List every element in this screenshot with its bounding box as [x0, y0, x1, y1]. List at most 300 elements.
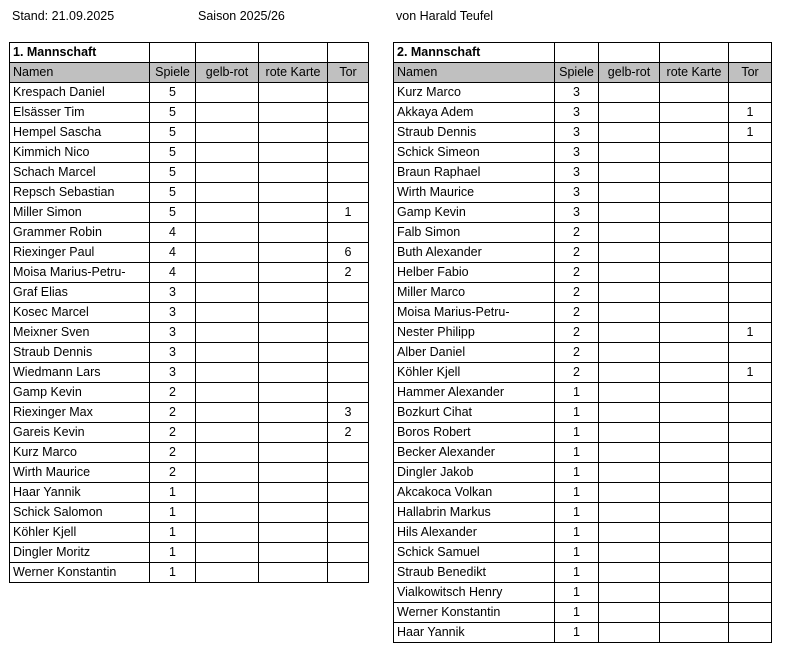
rote-karte-cell [259, 123, 328, 143]
name-cell: Schick Simeon [394, 143, 555, 163]
table-row [10, 143, 369, 163]
spiele-cell: 1 [555, 443, 599, 463]
gelb-rot-cell [599, 243, 660, 263]
spiele-cell: 1 [150, 503, 196, 523]
rote-karte-cell [259, 203, 328, 223]
spiele-cell: 5 [150, 83, 196, 103]
column-header-rote-karte: rote Karte [259, 63, 328, 83]
rote-karte-cell [259, 323, 328, 343]
gelb-rot-cell [599, 183, 660, 203]
name-cell: Elsässer Tim [10, 103, 150, 123]
name-cell: Bozkurt Cihat [394, 403, 555, 423]
rote-karte-cell [259, 363, 328, 383]
spiele-cell: 1 [555, 503, 599, 523]
spiele-cell: 1 [555, 543, 599, 563]
tor-cell [729, 563, 772, 583]
table-row [10, 443, 369, 463]
name-cell: Köhler Kjell [394, 363, 555, 383]
spiele-cell: 2 [555, 303, 599, 323]
name-cell: Straub Benedikt [394, 563, 555, 583]
spiele-cell: 5 [150, 163, 196, 183]
tor-cell [729, 383, 772, 403]
table-row [10, 483, 369, 503]
tor-cell: 1 [729, 123, 772, 143]
tor-cell [729, 463, 772, 483]
rote-karte-cell [259, 443, 328, 463]
tor-cell [729, 83, 772, 103]
name-cell: Schach Marcel [10, 163, 150, 183]
spiele-cell: 2 [555, 363, 599, 383]
spiele-cell: 2 [150, 403, 196, 423]
gelb-rot-cell [599, 143, 660, 163]
tor-cell [729, 303, 772, 323]
rote-karte-cell [660, 323, 729, 343]
rote-karte-cell [660, 343, 729, 363]
table-row [394, 543, 772, 563]
tor-cell: 3 [328, 403, 369, 423]
name-cell: Becker Alexander [394, 443, 555, 463]
rote-karte-cell [259, 303, 328, 323]
rote-karte-cell [259, 283, 328, 303]
team1-title: 1. Mannschaft [10, 43, 150, 63]
spiele-cell: 3 [555, 123, 599, 143]
name-cell: Haar Yannik [394, 623, 555, 643]
tor-cell: 1 [729, 323, 772, 343]
gelb-rot-cell [196, 203, 259, 223]
gelb-rot-cell [599, 223, 660, 243]
gelb-rot-cell [196, 143, 259, 163]
gelb-rot-cell [599, 363, 660, 383]
name-cell: Hammer Alexander [394, 383, 555, 403]
name-cell: Buth Alexander [394, 243, 555, 263]
gelb-rot-cell [599, 463, 660, 483]
rote-karte-cell [660, 263, 729, 283]
gelb-rot-cell [599, 623, 660, 643]
gelb-rot-cell [599, 103, 660, 123]
spiele-cell: 1 [150, 483, 196, 503]
table-row [10, 123, 369, 143]
name-cell: Straub Dennis [394, 123, 555, 143]
gelb-rot-cell [599, 603, 660, 623]
rote-karte-cell [660, 563, 729, 583]
table-row [10, 263, 369, 283]
table-row [394, 83, 772, 103]
tor-cell [729, 483, 772, 503]
tor-cell [729, 503, 772, 523]
tor-cell: 2 [328, 263, 369, 283]
gelb-rot-cell [599, 343, 660, 363]
tor-cell [729, 243, 772, 263]
column-header-tor: Tor [328, 63, 369, 83]
spiele-cell: 3 [150, 283, 196, 303]
name-cell: Kosec Marcel [10, 303, 150, 323]
name-cell: Moisa Marius-Petru- [10, 263, 150, 283]
spiele-cell: 3 [150, 363, 196, 383]
spiele-cell: 2 [150, 443, 196, 463]
table-row [394, 243, 772, 263]
tor-cell [328, 443, 369, 463]
rote-karte-cell [660, 303, 729, 323]
name-cell: Kurz Marco [10, 443, 150, 463]
gelb-rot-cell [196, 343, 259, 363]
table-row [394, 403, 772, 423]
name-cell: Boros Robert [394, 423, 555, 443]
name-cell: Köhler Kjell [10, 523, 150, 543]
empty-cell [328, 43, 369, 63]
tor-cell [328, 483, 369, 503]
name-cell: Vialkowitsch Henry [394, 583, 555, 603]
stand-date: Stand: 21.09.2025 [12, 9, 115, 23]
tor-cell [328, 523, 369, 543]
table-row [10, 203, 369, 223]
tor-cell: 1 [729, 103, 772, 123]
table-row [394, 163, 772, 183]
name-cell: Hils Alexander [394, 523, 555, 543]
table-row [10, 523, 369, 543]
name-cell: Repsch Sebastian [10, 183, 150, 203]
gelb-rot-cell [599, 323, 660, 343]
table-row [394, 443, 772, 463]
rote-karte-cell [259, 343, 328, 363]
name-cell: Graf Elias [10, 283, 150, 303]
gelb-rot-cell [599, 383, 660, 403]
table-row [394, 223, 772, 243]
spiele-cell: 1 [150, 523, 196, 543]
spiele-cell: 3 [555, 103, 599, 123]
tor-cell [328, 163, 369, 183]
table-row [10, 243, 369, 263]
tor-cell [328, 343, 369, 363]
rote-karte-cell [660, 123, 729, 143]
rote-karte-cell [259, 483, 328, 503]
tor-cell [729, 543, 772, 563]
table-row [394, 183, 772, 203]
spiele-cell: 1 [555, 463, 599, 483]
rote-karte-cell [259, 503, 328, 523]
gelb-rot-cell [196, 443, 259, 463]
spiele-cell: 2 [555, 343, 599, 363]
rote-karte-cell [660, 623, 729, 643]
gelb-rot-cell [196, 523, 259, 543]
spiele-cell: 3 [150, 323, 196, 343]
spiele-cell: 2 [150, 463, 196, 483]
spiele-cell: 3 [555, 163, 599, 183]
rote-karte-cell [660, 483, 729, 503]
spiele-cell: 3 [150, 343, 196, 363]
rote-karte-cell [660, 523, 729, 543]
tor-cell [729, 183, 772, 203]
name-cell: Wiedmann Lars [10, 363, 150, 383]
name-cell: Moisa Marius-Petru- [394, 303, 555, 323]
table-row [10, 363, 369, 383]
table-row [10, 423, 369, 443]
column-header-name: Namen [10, 63, 150, 83]
tor-cell [328, 383, 369, 403]
tor-cell: 2 [328, 423, 369, 443]
gelb-rot-cell [196, 503, 259, 523]
rote-karte-cell [660, 163, 729, 183]
spiele-cell: 1 [555, 403, 599, 423]
rote-karte-cell [660, 403, 729, 423]
table-row [10, 223, 369, 243]
tor-cell [328, 123, 369, 143]
rote-karte-cell [259, 263, 328, 283]
tor-cell [729, 603, 772, 623]
tor-cell [729, 423, 772, 443]
spiele-cell: 1 [555, 583, 599, 603]
tor-cell [328, 543, 369, 563]
tor-cell [328, 103, 369, 123]
rote-karte-cell [660, 463, 729, 483]
name-cell: Alber Daniel [394, 343, 555, 363]
name-cell: Schick Salomon [10, 503, 150, 523]
rote-karte-cell [259, 403, 328, 423]
table-row [394, 343, 772, 363]
table-row [394, 483, 772, 503]
empty-cell [555, 43, 599, 63]
team2-column-header-row [394, 63, 772, 83]
gelb-rot-cell [196, 163, 259, 183]
rote-karte-cell [660, 223, 729, 243]
name-cell: Krespach Daniel [10, 83, 150, 103]
table-row [394, 423, 772, 443]
name-cell: Schick Samuel [394, 543, 555, 563]
spiele-cell: 4 [150, 263, 196, 283]
gelb-rot-cell [196, 83, 259, 103]
gelb-rot-cell [599, 523, 660, 543]
rote-karte-cell [259, 83, 328, 103]
spiele-cell: 5 [150, 123, 196, 143]
gelb-rot-cell [196, 483, 259, 503]
rote-karte-cell [259, 563, 328, 583]
spiele-cell: 2 [150, 383, 196, 403]
author-label: von Harald Teufel [396, 9, 494, 23]
tor-cell [328, 303, 369, 323]
tor-cell: 1 [328, 203, 369, 223]
spiele-cell: 3 [555, 143, 599, 163]
tor-cell [328, 563, 369, 583]
table-row [394, 563, 772, 583]
rote-karte-cell [660, 543, 729, 563]
gelb-rot-cell [196, 243, 259, 263]
table-row [394, 603, 772, 623]
rote-karte-cell [660, 443, 729, 463]
empty-cell [660, 43, 729, 63]
name-cell: Hempel Sascha [10, 123, 150, 143]
spiele-cell: 2 [555, 243, 599, 263]
name-cell: Straub Dennis [10, 343, 150, 363]
name-cell: Gamp Kevin [394, 203, 555, 223]
tor-cell [328, 83, 369, 103]
gelb-rot-cell [599, 403, 660, 423]
gelb-rot-cell [196, 423, 259, 443]
name-cell: Gareis Kevin [10, 423, 150, 443]
name-cell: Werner Konstantin [394, 603, 555, 623]
spiele-cell: 4 [150, 243, 196, 263]
rote-karte-cell [259, 143, 328, 163]
name-cell: Kimmich Nico [10, 143, 150, 163]
tor-cell [328, 323, 369, 343]
team2-table [393, 42, 772, 643]
gelb-rot-cell [196, 283, 259, 303]
table-row [394, 503, 772, 523]
table-row [10, 103, 369, 123]
rote-karte-cell [660, 203, 729, 223]
gelb-rot-cell [196, 543, 259, 563]
table-row [10, 323, 369, 343]
tor-cell: 6 [328, 243, 369, 263]
rote-karte-cell [259, 243, 328, 263]
name-cell: Braun Raphael [394, 163, 555, 183]
table-row [10, 183, 369, 203]
rote-karte-cell [660, 283, 729, 303]
rote-karte-cell [660, 583, 729, 603]
gelb-rot-cell [599, 443, 660, 463]
name-cell: Hallabrin Markus [394, 503, 555, 523]
spiele-cell: 1 [555, 563, 599, 583]
rote-karte-cell [259, 423, 328, 443]
gelb-rot-cell [599, 123, 660, 143]
gelb-rot-cell [599, 563, 660, 583]
rote-karte-cell [660, 143, 729, 163]
tor-cell [729, 223, 772, 243]
table-row [394, 583, 772, 603]
name-cell: Haar Yannik [10, 483, 150, 503]
tor-cell [729, 623, 772, 643]
name-cell: Werner Konstantin [10, 563, 150, 583]
spiele-cell: 2 [555, 323, 599, 343]
gelb-rot-cell [599, 263, 660, 283]
gelb-rot-cell [599, 203, 660, 223]
column-header-gelb-rot: gelb-rot [196, 63, 259, 83]
gelb-rot-cell [599, 283, 660, 303]
rote-karte-cell [259, 383, 328, 403]
spiele-cell: 5 [150, 203, 196, 223]
tor-cell [729, 403, 772, 423]
gelb-rot-cell [196, 303, 259, 323]
tor-cell [729, 143, 772, 163]
table-row [394, 463, 772, 483]
rote-karte-cell [259, 103, 328, 123]
team1-title-row [10, 43, 369, 63]
empty-cell [196, 43, 259, 63]
gelb-rot-cell [196, 223, 259, 243]
gelb-rot-cell [196, 183, 259, 203]
column-header-tor: Tor [729, 63, 772, 83]
column-header-spiele: Spiele [555, 63, 599, 83]
column-header-spiele: Spiele [150, 63, 196, 83]
table-row [394, 383, 772, 403]
table-row [394, 203, 772, 223]
rote-karte-cell [259, 183, 328, 203]
spiele-cell: 3 [555, 83, 599, 103]
name-cell: Wirth Maurice [394, 183, 555, 203]
spiele-cell: 5 [150, 103, 196, 123]
team2-title-row [394, 43, 772, 63]
table-row [10, 383, 369, 403]
rote-karte-cell [660, 383, 729, 403]
spiele-cell: 1 [555, 523, 599, 543]
spiele-cell: 2 [555, 263, 599, 283]
gelb-rot-cell [599, 163, 660, 183]
tor-cell [328, 363, 369, 383]
table-row [394, 523, 772, 543]
spiele-cell: 1 [555, 623, 599, 643]
table-row [394, 123, 772, 143]
rote-karte-cell [660, 363, 729, 383]
name-cell: Riexinger Paul [10, 243, 150, 263]
rote-karte-cell [660, 183, 729, 203]
table-row [394, 283, 772, 303]
rote-karte-cell [660, 423, 729, 443]
table-row [10, 543, 369, 563]
table-row [394, 103, 772, 123]
spiele-cell: 1 [150, 543, 196, 563]
spiele-cell: 3 [555, 203, 599, 223]
gelb-rot-cell [196, 103, 259, 123]
table-row [394, 143, 772, 163]
gelb-rot-cell [196, 323, 259, 343]
empty-cell [150, 43, 196, 63]
tor-cell [328, 223, 369, 243]
table-row [10, 563, 369, 583]
table-row [10, 463, 369, 483]
name-cell: Nester Philipp [394, 323, 555, 343]
spiele-cell: 2 [150, 423, 196, 443]
table-row [10, 163, 369, 183]
name-cell: Falb Simon [394, 223, 555, 243]
tor-cell [729, 583, 772, 603]
name-cell: Grammer Robin [10, 223, 150, 243]
name-cell: Miller Marco [394, 283, 555, 303]
gelb-rot-cell [196, 463, 259, 483]
tor-cell [328, 143, 369, 163]
tor-cell [328, 503, 369, 523]
empty-cell [599, 43, 660, 63]
spiele-cell: 5 [150, 143, 196, 163]
column-header-rote-karte: rote Karte [660, 63, 729, 83]
gelb-rot-cell [196, 263, 259, 283]
gelb-rot-cell [599, 303, 660, 323]
table-row [394, 263, 772, 283]
table-row [10, 303, 369, 323]
table-row [394, 363, 772, 383]
table-row [394, 303, 772, 323]
rote-karte-cell [259, 463, 328, 483]
name-cell: Akkaya Adem [394, 103, 555, 123]
rote-karte-cell [259, 163, 328, 183]
tor-cell [729, 523, 772, 543]
name-cell: Helber Fabio [394, 263, 555, 283]
gelb-rot-cell [196, 383, 259, 403]
table-row [10, 83, 369, 103]
column-header-gelb-rot: gelb-rot [599, 63, 660, 83]
table-row [10, 403, 369, 423]
name-cell: Miller Simon [10, 203, 150, 223]
gelb-rot-cell [196, 123, 259, 143]
gelb-rot-cell [196, 363, 259, 383]
table-row [10, 343, 369, 363]
tor-cell [729, 163, 772, 183]
spiele-cell: 2 [555, 223, 599, 243]
spiele-cell: 4 [150, 223, 196, 243]
spiele-cell: 2 [555, 283, 599, 303]
gelb-rot-cell [599, 483, 660, 503]
rote-karte-cell [660, 243, 729, 263]
spiele-cell: 1 [555, 603, 599, 623]
rote-karte-cell [660, 103, 729, 123]
rote-karte-cell [259, 543, 328, 563]
